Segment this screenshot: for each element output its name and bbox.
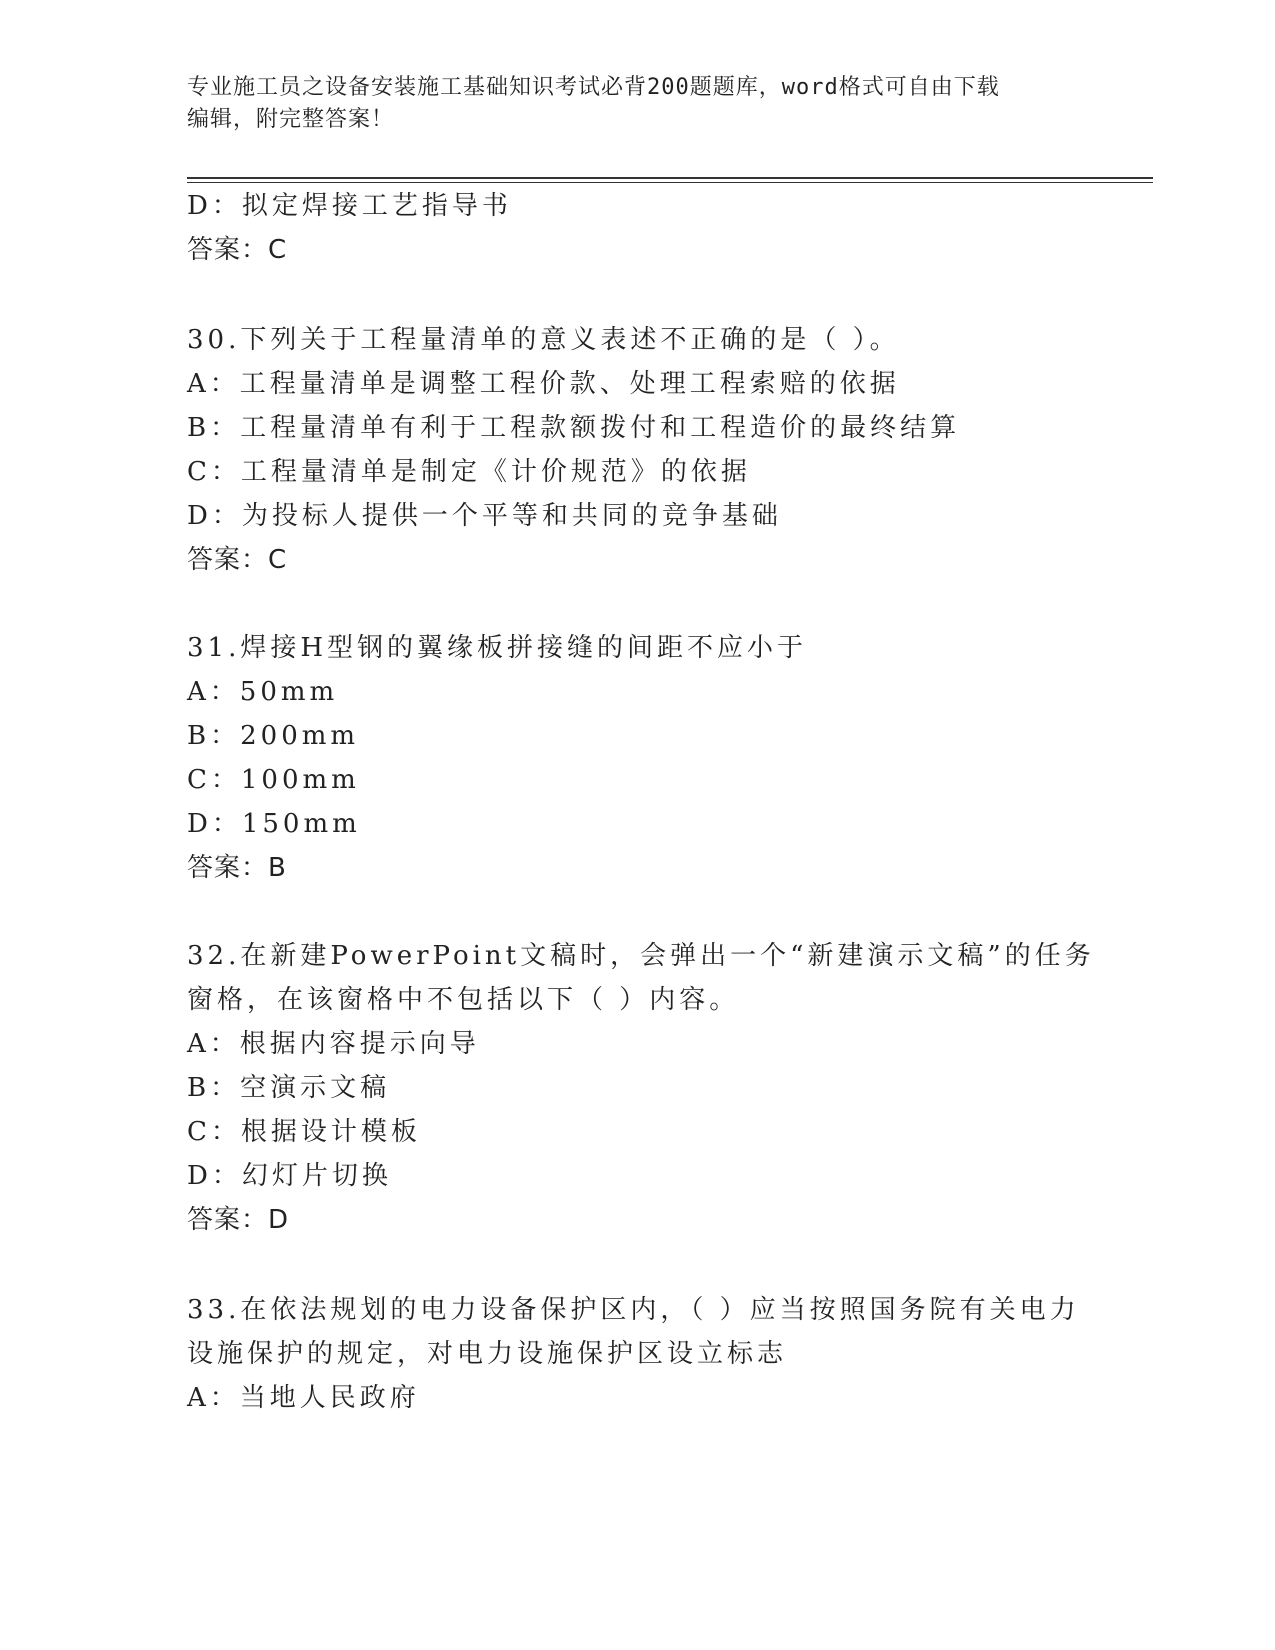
option-line: C：工程量清单是制定《计价规范》的依据: [187, 457, 751, 487]
option-line: C：100mm: [187, 765, 360, 795]
header-line-1: 专业施工员之设备安装施工基础知识考试必背200题题库，word格式可自由下载: [187, 75, 1000, 100]
option-line: D：拟定焊接工艺指导书: [187, 191, 512, 221]
option-line: D：幻灯片切换: [187, 1161, 392, 1191]
option-line: C：根据设计模板: [187, 1117, 421, 1147]
question-line: 设施保护的规定，对电力设施保护区设立标志: [187, 1339, 788, 1369]
option-line: D：为投标人提供一个平等和共同的竞争基础: [187, 501, 782, 531]
question-line: 33.在依法规划的电力设备保护区内，（ ）应当按照国务院有关电力: [187, 1295, 1080, 1325]
answer-line: 答案：C: [187, 545, 288, 575]
header-line-2: 编辑，附完整答案！: [187, 107, 395, 132]
header-rule-thick: [187, 177, 1153, 179]
option-line: B：200mm: [187, 721, 360, 751]
header-rule-thin: [187, 182, 1153, 183]
question-line: 窗格，在该窗格中不包括以下（ ）内容。: [187, 985, 740, 1015]
question-line: 30.下列关于工程量清单的意义表述不正确的是（ ）。: [187, 325, 900, 355]
answer-line: 答案：D: [187, 1205, 290, 1235]
answer-line: 答案：C: [187, 235, 288, 265]
option-line: A：50mm: [187, 677, 339, 707]
option-line: B：工程量清单有利于工程款额拨付和工程造价的最终结算: [187, 413, 961, 443]
answer-line: 答案：B: [187, 853, 287, 883]
question-line: 32.在新建PowerPoint文稿时，会弹出一个“新建演示文稿”的任务: [187, 941, 1095, 971]
option-line: A：根据内容提示向导: [187, 1029, 480, 1059]
question-line: 31.焊接H型钢的翼缘板拼接缝的间距不应小于: [187, 633, 808, 663]
document-header: [187, 72, 1067, 136]
option-line: A：当地人民政府: [187, 1383, 420, 1413]
option-line: B：空演示文稿: [187, 1073, 391, 1103]
option-line: D：150mm: [187, 809, 361, 839]
option-line: A：工程量清单是调整工程价款、处理工程索赔的依据: [187, 369, 900, 399]
